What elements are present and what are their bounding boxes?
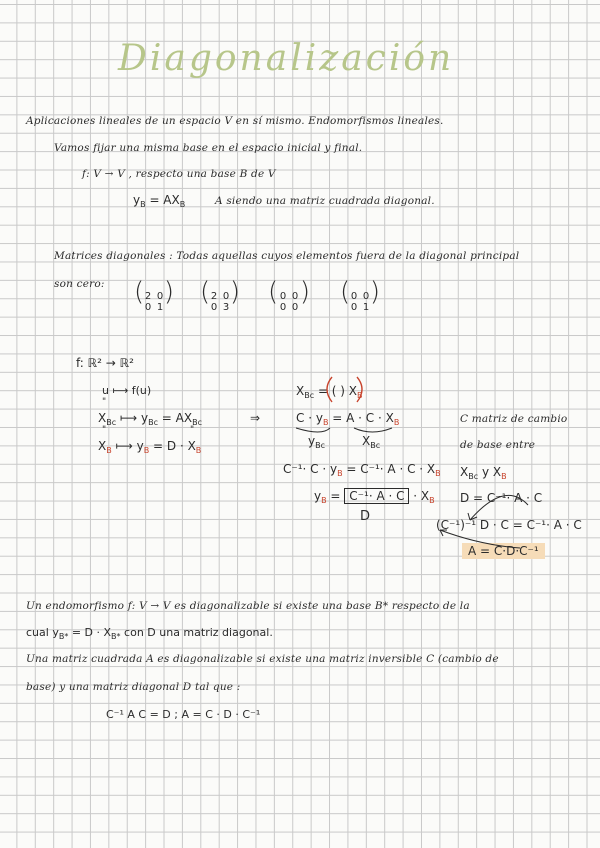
r2-eq: = A · C · X bbox=[328, 411, 394, 425]
r1-sub: Bc bbox=[304, 391, 315, 400]
definition-line-4: base) y una matriz diagonal D tal que : bbox=[26, 681, 241, 693]
r3-sub: B bbox=[337, 469, 343, 478]
r2-sub: B bbox=[322, 418, 329, 427]
diagonal-def-line-2: son cero: bbox=[54, 278, 105, 290]
underbrace-right bbox=[354, 428, 392, 432]
eq-y: y bbox=[133, 193, 141, 207]
note-and-xb: y X bbox=[478, 465, 502, 479]
note-xb-sub: B bbox=[501, 472, 507, 481]
r4-tail: · X bbox=[409, 489, 430, 503]
r2-under-y-sub: Bc bbox=[315, 441, 325, 450]
def-cual-y: cual y bbox=[26, 626, 59, 639]
r2-under-x-sub: Bc bbox=[370, 441, 381, 450]
axbc-sub: Bc bbox=[192, 418, 202, 427]
def-x-sub: B* bbox=[111, 632, 121, 641]
r4-y: y bbox=[314, 489, 322, 503]
ybc-arrow: ⟼ y bbox=[119, 411, 149, 425]
r3-eq: = C⁻¹· A · C · X bbox=[342, 462, 436, 476]
xb: X bbox=[98, 439, 107, 453]
note-xbc: X bbox=[460, 465, 469, 479]
eq-ax: = AX bbox=[149, 193, 180, 207]
diagonal-matrix-1: ( ) 2 0 0 1 bbox=[134, 277, 174, 313]
def-y-sub: B* bbox=[58, 632, 69, 641]
ditto-mark-3: " bbox=[190, 425, 195, 435]
r2-sub2: B bbox=[393, 418, 400, 427]
ybc-sub: Bc bbox=[148, 418, 158, 427]
intro-line-1: Aplicaciones lineales de un espacio V en sí mismo. Endomorfismos lineales. bbox=[26, 115, 444, 127]
r2-map: f: ℝ² → ℝ² bbox=[76, 356, 134, 370]
axbc: = AX bbox=[161, 411, 193, 425]
xbc: X bbox=[98, 411, 107, 425]
def-dx: = D · X bbox=[68, 626, 112, 639]
diagonal-matrix-3: ( ) 0 0 0 0 bbox=[268, 277, 310, 313]
matrix-cell: 0 bbox=[156, 291, 164, 302]
matrix-cell: 0 bbox=[350, 302, 358, 313]
diagonal-def-line-1: Matrices diagonales : Todas aquellas cuyos elementos fuera de la diagonal principal bbox=[54, 250, 520, 262]
definition-line-2 bbox=[26, 626, 273, 641]
matrix-cell: 3 bbox=[222, 302, 230, 313]
ditto-mark-1: " bbox=[102, 397, 107, 407]
r4-sub: B bbox=[321, 496, 327, 505]
r4-sub2: B bbox=[429, 496, 435, 505]
dxb-sub: B bbox=[195, 446, 202, 455]
eq-y-sub: B bbox=[140, 200, 146, 209]
intro-line-2: Vamos fijar una misma base en el espacio inicial y final. bbox=[54, 142, 363, 154]
xbc-sub: Bc bbox=[106, 418, 117, 427]
implies-arrow: ⇒ bbox=[250, 411, 261, 425]
matrix-cell: 0 bbox=[350, 291, 358, 302]
note-xbc-sub: Bc bbox=[468, 472, 479, 481]
diagonal-matrix-4: ( ) 0 0 0 1 bbox=[340, 277, 380, 313]
matrix-cell: 2 bbox=[144, 291, 152, 302]
intro-map: f: V → V , respecto una base B de V bbox=[82, 168, 276, 180]
yb-sub: B bbox=[143, 446, 150, 455]
definition-line-1: Un endomorfismo f: V → V es diagonalizable si existe una base B* respecto de la bbox=[26, 600, 470, 612]
r4-boxed-product: C⁻¹· A · C bbox=[344, 488, 409, 504]
page-title: Diagonalización bbox=[118, 38, 455, 79]
note-d-formula: D = C⁻¹· A · C bbox=[460, 491, 543, 505]
r1-sub2: B bbox=[357, 391, 363, 400]
def-tail: con D una matriz diagonal. bbox=[120, 626, 273, 639]
u-row: u ⟼ f(u) bbox=[102, 384, 152, 397]
underbrace-left bbox=[296, 428, 330, 432]
red-open-paren bbox=[327, 377, 332, 402]
r1-eq: = ( ) X bbox=[314, 384, 358, 398]
matrix-cell: 0 bbox=[362, 291, 370, 302]
note-change-matrix: C matriz de cambio bbox=[460, 413, 568, 425]
note-base-between: de base entre bbox=[460, 439, 536, 451]
matrix-cell: 0 bbox=[144, 302, 152, 313]
matrix-cell: 0 bbox=[291, 291, 299, 302]
matrix-cell: 0 bbox=[291, 302, 299, 313]
r1-x: X bbox=[296, 384, 305, 398]
yb-arrow: ⟼ y bbox=[115, 439, 144, 453]
r3-sub2: B bbox=[435, 469, 441, 478]
r2-under-x: X bbox=[362, 434, 371, 448]
definition-line-3: Una matriz cuadrada A es diagonalizable si existe una matriz inversible C (cambio de bbox=[26, 653, 499, 665]
matrix-cell: 2 bbox=[210, 291, 218, 302]
r3-left: C⁻¹· C · y bbox=[283, 462, 338, 476]
r4-under-d: D bbox=[360, 509, 371, 524]
r2-cy: C · y bbox=[296, 411, 323, 425]
matrix-cell: 1 bbox=[156, 302, 164, 313]
red-close-paren bbox=[357, 377, 362, 402]
r2-under-y: y bbox=[308, 434, 316, 448]
ditto-mark-2: " bbox=[102, 425, 107, 435]
matrix-cell: 0 bbox=[279, 291, 287, 302]
matrix-cell: 0 bbox=[279, 302, 287, 313]
matrix-cell: 0 bbox=[210, 302, 218, 313]
diagonal-matrix-2: ( ) 2 0 0 3 bbox=[200, 277, 240, 313]
curved-arrow-icon bbox=[470, 495, 528, 520]
definition-formula: C⁻¹ A C = D ; A = C · D · C⁻¹ bbox=[106, 708, 261, 721]
note-a-formula-highlight: A = C·D·C⁻¹ bbox=[462, 543, 545, 559]
eq-ax-sub: B bbox=[179, 200, 186, 209]
r4-eq: = bbox=[326, 489, 345, 503]
matrix-cell: 1 bbox=[362, 302, 370, 313]
dxb: = D · X bbox=[153, 439, 196, 453]
xb-sub: B bbox=[106, 446, 112, 455]
curved-arrow-icon bbox=[440, 530, 520, 548]
matrix-cell: 0 bbox=[222, 291, 230, 302]
intro-eq-text: A siendo una matriz cuadrada diagonal. bbox=[215, 195, 435, 207]
note-inverse-step: (C⁻¹)⁻¹ D · C = C⁻¹· A · C bbox=[436, 518, 582, 532]
